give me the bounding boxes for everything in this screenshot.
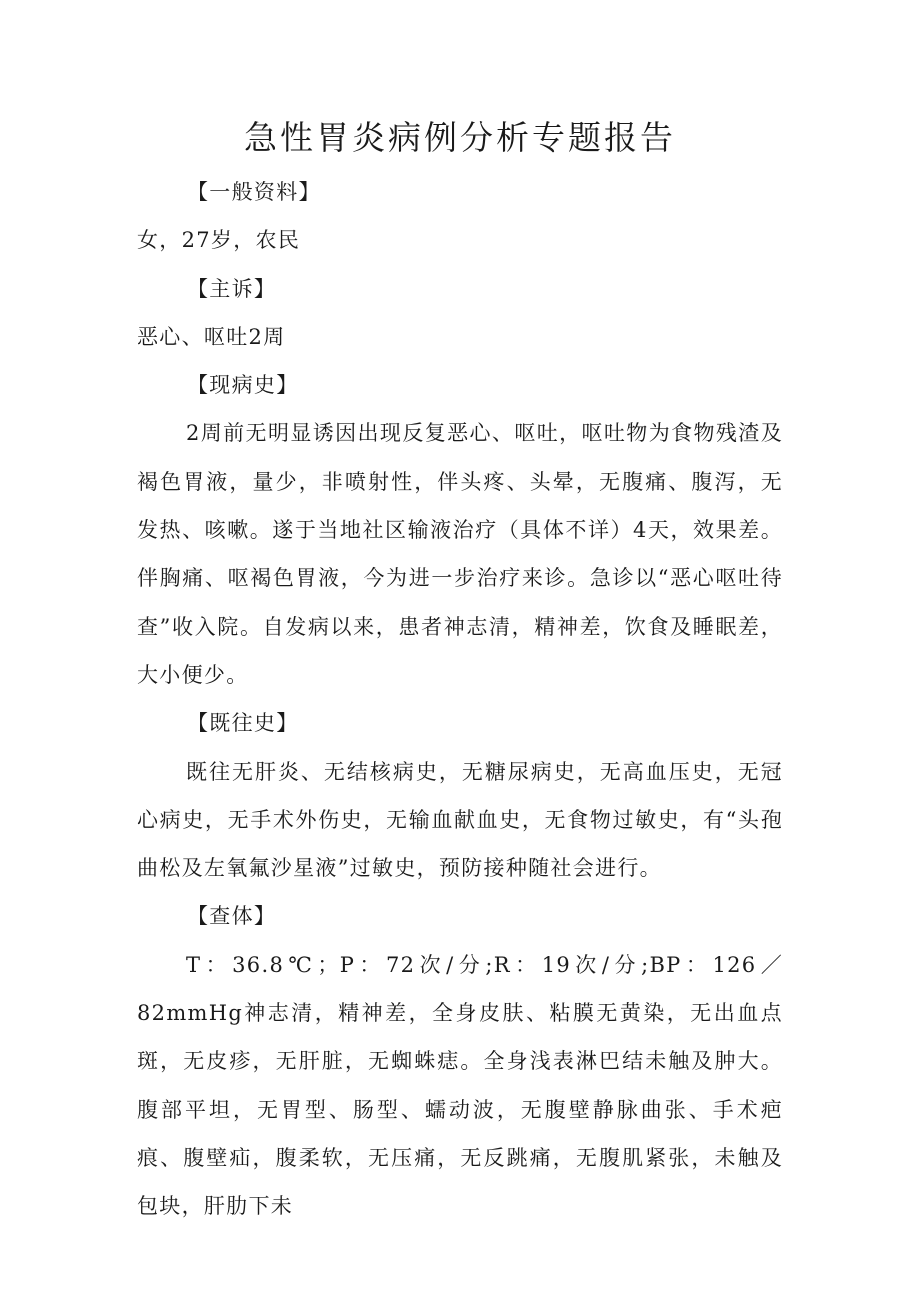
document-title: 急性胃炎病例分析专题报告 [244,118,676,157]
physical-exam-text: T：36.8℃；P：72次/分;R：19次/分;BP：126／82mmHg神志清，精神差，全身皮肤、粘膜无黄染，无出血点斑，无皮疹，无肝脏，无蜘蛛痣。全身浅表淋巴结未触及肿大。腹部平坦，无胃型、肠型、蠕动波，无腹壁静脉曲张、手术疤痕、腹壁疝，腹柔软，无压痛，无反跳痛，无腹肌紧张，未触及包块，肝肋下未 [137,952,783,1219]
document-body [137,168,783,1231]
section-heading-general: 【一般资料】 [187,180,321,204]
section-heading-physical-exam: 【查体】 [187,904,277,929]
chief-complaint-text: 恶心、呕吐2周 [137,324,286,349]
section-heading-complaint: 【主诉】 [187,276,277,301]
general-info-text: 女，27岁，农民 [137,228,301,253]
present-illness-text: 2周前无明显诱因出现反复恶心、呕吐，呕吐物为食物残渣及褐色胃液，量少，非喷射性，伴头疼、头晕，无腹痛、腹泻，无发热、咳嗽。遂于当地社区输液治疗（具体不详）4天，效果差。伴胸痛、呕褐色胃液，今为进一步治疗来诊。急诊以“恶心呕吐待查”收入院。自发病以来，患者神志清，精神差，饮食及睡眠差，大小便少。 [137,421,783,687]
section-heading-past-history: 【既往史】 [187,711,299,736]
section-heading-present-illness: 【现病史】 [187,373,299,398]
past-history-text: 既往无肝炎、无结核病史，无糖尿病史，无高血压史，无冠心病史，无手术外伤史，无输血献血史，无食物过敏史，有“头孢曲松及左氧氟沙星液”过敏史，预防接种随社会进行。 [137,759,783,881]
